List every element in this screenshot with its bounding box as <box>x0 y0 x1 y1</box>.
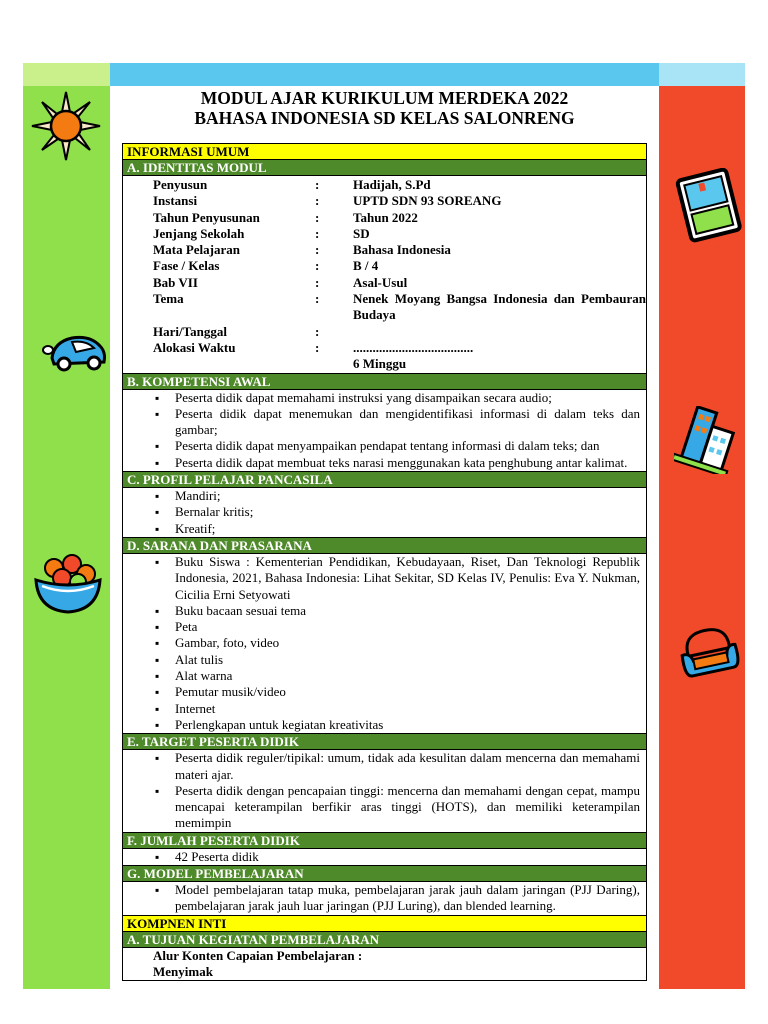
fruit-bowl-icon <box>32 550 104 616</box>
identitas-row <box>153 291 646 324</box>
identitas-colon: : <box>315 209 320 225</box>
identitas-value: B / 4 <box>353 258 379 274</box>
sarana-header: D. SARANA DAN PRASARANA <box>122 537 647 553</box>
identitas-row <box>153 177 646 193</box>
list-item: ▪ Gambar, foto, video <box>153 635 640 651</box>
list-item: ▪ Buku Siswa : Kementerian Pendidikan, Kebudayaan, Riset, Dan Teknologi Republik Indonesia, 2021, Bahasa Indonesia: Lihat Sekitar, SD Kelas IV, Penulis: Eva Y. Nukman, Cicilia Erni Setyowati <box>153 554 640 603</box>
informasi-umum-header: INFORMASI UMUM <box>122 143 647 159</box>
jumlah-header: F. JUMLAH PESERTA DIDIK <box>122 832 647 848</box>
list-item: ▪ Peserta didik dapat membuat teks narasi menggunakan kata penghubung antar kalimat. <box>153 455 640 471</box>
identitas-key: Hari/Tanggal <box>153 323 227 339</box>
tujuan-line-1: Alur Konten Capaian Pembelajaran : <box>153 947 363 963</box>
list-item: ▪ 42 Peserta didik <box>153 849 640 865</box>
list-item: ▪ Mandiri; <box>153 488 640 504</box>
identitas-value: Tahun 2022 <box>353 209 418 225</box>
window-picture-icon <box>674 168 744 244</box>
identitas-value: ..................................... <box>353 339 474 355</box>
identitas-row <box>153 356 646 372</box>
list-item: ▪ Peserta didik reguler/tipikal: umum, tidak ada kesulitan dalam mencerna dan memahami materi ajar. <box>153 750 640 783</box>
list-item: ▪ Peserta didik dapat memahami instruksi yang disampaikan secara audio; <box>153 390 640 406</box>
building-icon <box>674 406 744 474</box>
identitas-colon: : <box>315 225 320 241</box>
list-item: ▪ Peserta didik dengan pencapaian tinggi: mencerna dan memahami dengan cepat, mampu mencapai keterampilan berfikir aras tinggi (HOTS), dan memiliki keterampilan memimpin <box>153 783 640 832</box>
identitas-value <box>353 324 646 340</box>
identitas-value: Nenek Moyang Bangsa Indonesia dan Pembauran Budaya <box>353 291 646 323</box>
list-item: ▪ Pemutar musik/video <box>153 684 640 700</box>
list-item: ▪ Model pembelajaran tatap muka, pembelajaran jarak jauh dalam jaringan (PJJ Daring), pembelajaran jarak jauh luar jaringan (PJJ Luring), dan blended learning. <box>153 882 640 915</box>
profil-pancasila-box <box>122 487 647 537</box>
frame-top-bar <box>110 63 659 86</box>
identitas-row <box>153 226 646 242</box>
list-item: ▪ Kreatif; <box>153 521 640 537</box>
identitas-value: SD <box>353 225 370 241</box>
model-box <box>122 881 647 915</box>
tujuan-line-2: Menyimak <box>153 963 213 979</box>
frame-top-left <box>23 63 110 86</box>
identitas-key: Instansi <box>153 193 198 209</box>
target-box <box>122 749 647 831</box>
kompetensi-awal-box <box>122 389 647 471</box>
sofa-icon <box>676 622 742 682</box>
list-item: ▪ Alat tulis <box>153 652 640 668</box>
identitas-row <box>153 258 646 274</box>
identitas-row <box>153 275 646 291</box>
identitas-value: UPTD SDN 93 SOREANG <box>353 193 502 209</box>
tujuan-header: A. TUJUAN KEGIATAN PEMBELAJARAN <box>122 931 647 947</box>
identitas-colon: : <box>315 177 320 192</box>
identitas-colon: : <box>315 274 320 290</box>
sun-icon <box>30 90 102 162</box>
identitas-colon: : <box>315 258 320 274</box>
frame-top-right <box>659 63 745 86</box>
title-line-1: MODUL AJAR KURIKULUM MERDEKA 2022 <box>200 88 569 108</box>
identitas-row <box>153 242 646 258</box>
identitas-header: A. IDENTITAS MODUL <box>122 159 647 175</box>
identitas-value: Asal-Usul <box>353 274 408 290</box>
module-table <box>122 143 647 981</box>
identitas-key: Fase / Kelas <box>153 258 220 274</box>
list-item: ▪ Alat warna <box>153 668 640 684</box>
document-title <box>122 86 647 143</box>
identitas-colon: : <box>315 242 320 258</box>
identitas-table <box>122 175 647 373</box>
identitas-value: Bahasa Indonesia <box>353 242 451 258</box>
komponen-inti-header: KOMPNEN INTI <box>122 915 647 931</box>
identitas-row <box>153 210 646 226</box>
identitas-value: Hadijah, S.Pd <box>353 177 431 192</box>
kompetensi-awal-header: B. KOMPETENSI AWAL <box>122 373 647 389</box>
identitas-key: Alokasi Waktu <box>153 339 236 355</box>
list-item: ▪ Internet <box>153 701 640 717</box>
target-header: E. TARGET PESERTA DIDIK <box>122 733 647 749</box>
frame-left-column <box>23 86 110 989</box>
identitas-key: Tema <box>153 291 184 307</box>
identitas-row <box>153 324 646 340</box>
list-item: ▪ Peta <box>153 619 640 635</box>
list-item: ▪ Peserta didik dapat menemukan dan mengidentifikasi informasi di dalam teks dan gambar; <box>153 406 640 439</box>
alokasi-waktu-value: 6 Minggu <box>353 356 407 372</box>
list-item: ▪ Buku bacaan sesuai tema <box>153 603 640 619</box>
model-header: G. MODEL PEMBELAJARAN <box>122 865 647 881</box>
identitas-colon: : <box>315 323 320 339</box>
identitas-key: Penyusun <box>153 177 208 192</box>
car-icon <box>40 330 110 375</box>
identitas-key: Bab VII <box>153 274 198 290</box>
tujuan-box <box>122 947 647 981</box>
identitas-key: Jenjang Sekolah <box>153 225 245 241</box>
list-item: ▪ Bernalar kritis; <box>153 504 640 520</box>
identitas-row <box>153 193 646 209</box>
identitas-colon: : <box>315 193 320 209</box>
sarana-box <box>122 553 647 733</box>
identitas-row <box>153 340 646 356</box>
list-item: ▪ Peserta didik dapat menyampaikan pendapat tentang informasi di dalam teks; dan <box>153 438 640 454</box>
profil-pancasila-header: C. PROFIL PELAJAR PANCASILA <box>122 471 647 487</box>
list-item: ▪ Perlengkapan untuk kegiatan kreativitas <box>153 717 640 733</box>
title-line-2: BAHASA INDONESIA SD KELAS SALONRENG <box>194 108 575 128</box>
document-content <box>122 86 647 981</box>
identitas-key: Mata Pelajaran <box>153 242 241 258</box>
identitas-key: Tahun Penyusunan <box>153 209 260 225</box>
jumlah-box <box>122 848 647 865</box>
identitas-colon: : <box>315 291 320 307</box>
identitas-colon: : <box>315 339 320 355</box>
